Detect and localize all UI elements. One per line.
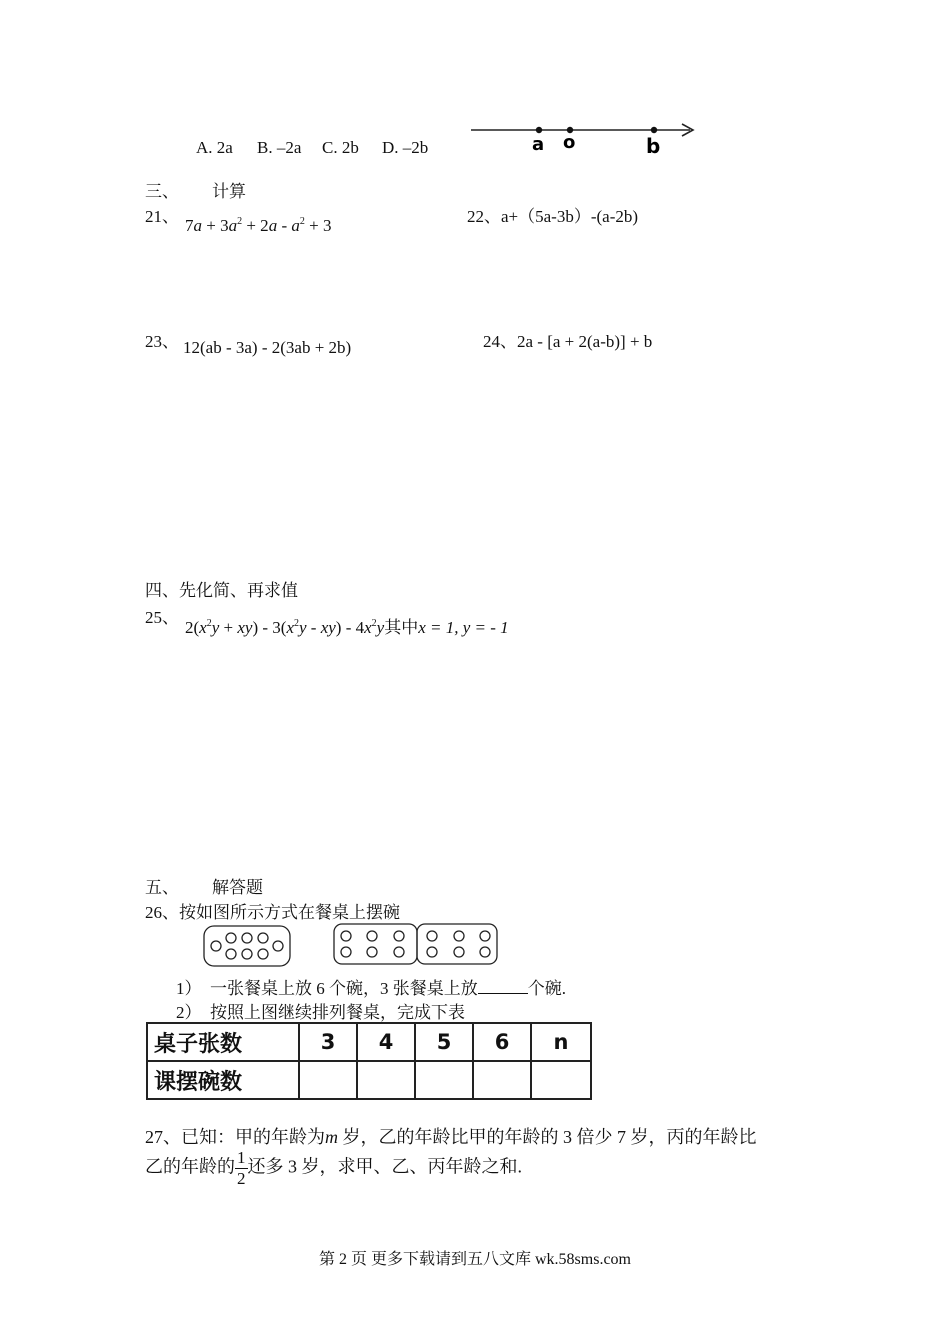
q26-sub1: 1） 一张餐桌上放 6 个碗，3 张餐桌上放 个碗. <box>176 979 566 998</box>
table-header-bowls: 课摆碗数 <box>147 1061 299 1099</box>
section3-number: 三、 <box>145 182 179 201</box>
section4-title: 四、先化简、再求值 <box>145 581 298 600</box>
fraction-half: $\frac{1}{2}$ <box>237 1148 246 1188</box>
q22-text: 22、a+（5a-3b）-(a-2b) <box>467 207 639 226</box>
q23-number: 23、 <box>145 332 179 351</box>
table-cell: 5 <box>415 1023 473 1061</box>
choice-a: A. 2a <box>196 138 233 157</box>
table-header-tables: 桌子张数 <box>147 1023 299 1061</box>
table-cell: 3 <box>299 1023 357 1061</box>
choice-d: D. –2b <box>382 138 429 157</box>
q25-condition: 其中 <box>384 618 419 637</box>
label-o: o <box>563 132 576 153</box>
table-cell: 6 <box>473 1023 531 1061</box>
section5-number: 五、 <box>145 878 179 897</box>
answer-blank[interactable] <box>478 979 528 994</box>
table-row <box>147 1061 591 1099</box>
q21-number: 21、 <box>145 207 179 226</box>
point-a <box>536 127 542 133</box>
q27-line2: 乙的年龄的 $\frac{1}{2}$ 还多 3 岁，求甲、乙、丙年龄之和. <box>145 1148 522 1188</box>
label-a: a <box>532 134 545 155</box>
single-table <box>204 926 290 966</box>
q25-expression: $2(x^2y + xy) - 3(x^2y - xy) - 4x^2y$其中x = 1, y = - 1 <box>185 618 509 637</box>
q24-text: 24、2a - [a + 2(a-b)] + b <box>483 332 653 351</box>
table-cell: n <box>531 1023 591 1061</box>
choice-c: C. 2b <box>322 138 359 157</box>
q27-line1: 27、已知：甲的年龄为m 岁，乙的年龄比甲的年龄的 3 倍少 7 岁，丙的年龄比 <box>145 1127 757 1147</box>
point-b <box>651 127 657 133</box>
table-cell: 4 <box>357 1023 415 1061</box>
q26-sub2: 2） 按照上图继续排列餐桌，完成下表 <box>176 1003 465 1022</box>
choice-b: B. –2a <box>257 138 302 157</box>
table-cell-empty[interactable] <box>357 1061 415 1099</box>
label-b: b <box>646 134 661 158</box>
section3-title: 计算 <box>212 182 246 201</box>
q26-table <box>146 1022 592 1100</box>
table-cell-empty[interactable] <box>531 1061 591 1099</box>
table-row <box>147 1023 591 1061</box>
table-cell-empty[interactable] <box>299 1061 357 1099</box>
table-cell-empty[interactable] <box>415 1061 473 1099</box>
table-cell-empty[interactable] <box>473 1061 531 1099</box>
q25-values: x = 1, y = - 1 <box>418 618 509 637</box>
tables-diagram <box>200 918 505 970</box>
q21-expression: $7a + 3a^2 + 2a - a^2 + 3$ <box>185 216 332 235</box>
double-table <box>334 924 497 964</box>
q23-expression: 12(ab - 3a) - 2(3ab + 2b) <box>183 338 352 357</box>
section5-title: 解答题 <box>212 878 263 897</box>
q25-number: 25、 <box>145 608 179 627</box>
number-line <box>466 118 702 160</box>
q26-title: 26、按如图所示方式在餐桌上摆碗 <box>145 903 400 922</box>
page-footer: 第 2 页 更多下载请到五八文库 wk.58sms.com <box>318 1251 631 1268</box>
